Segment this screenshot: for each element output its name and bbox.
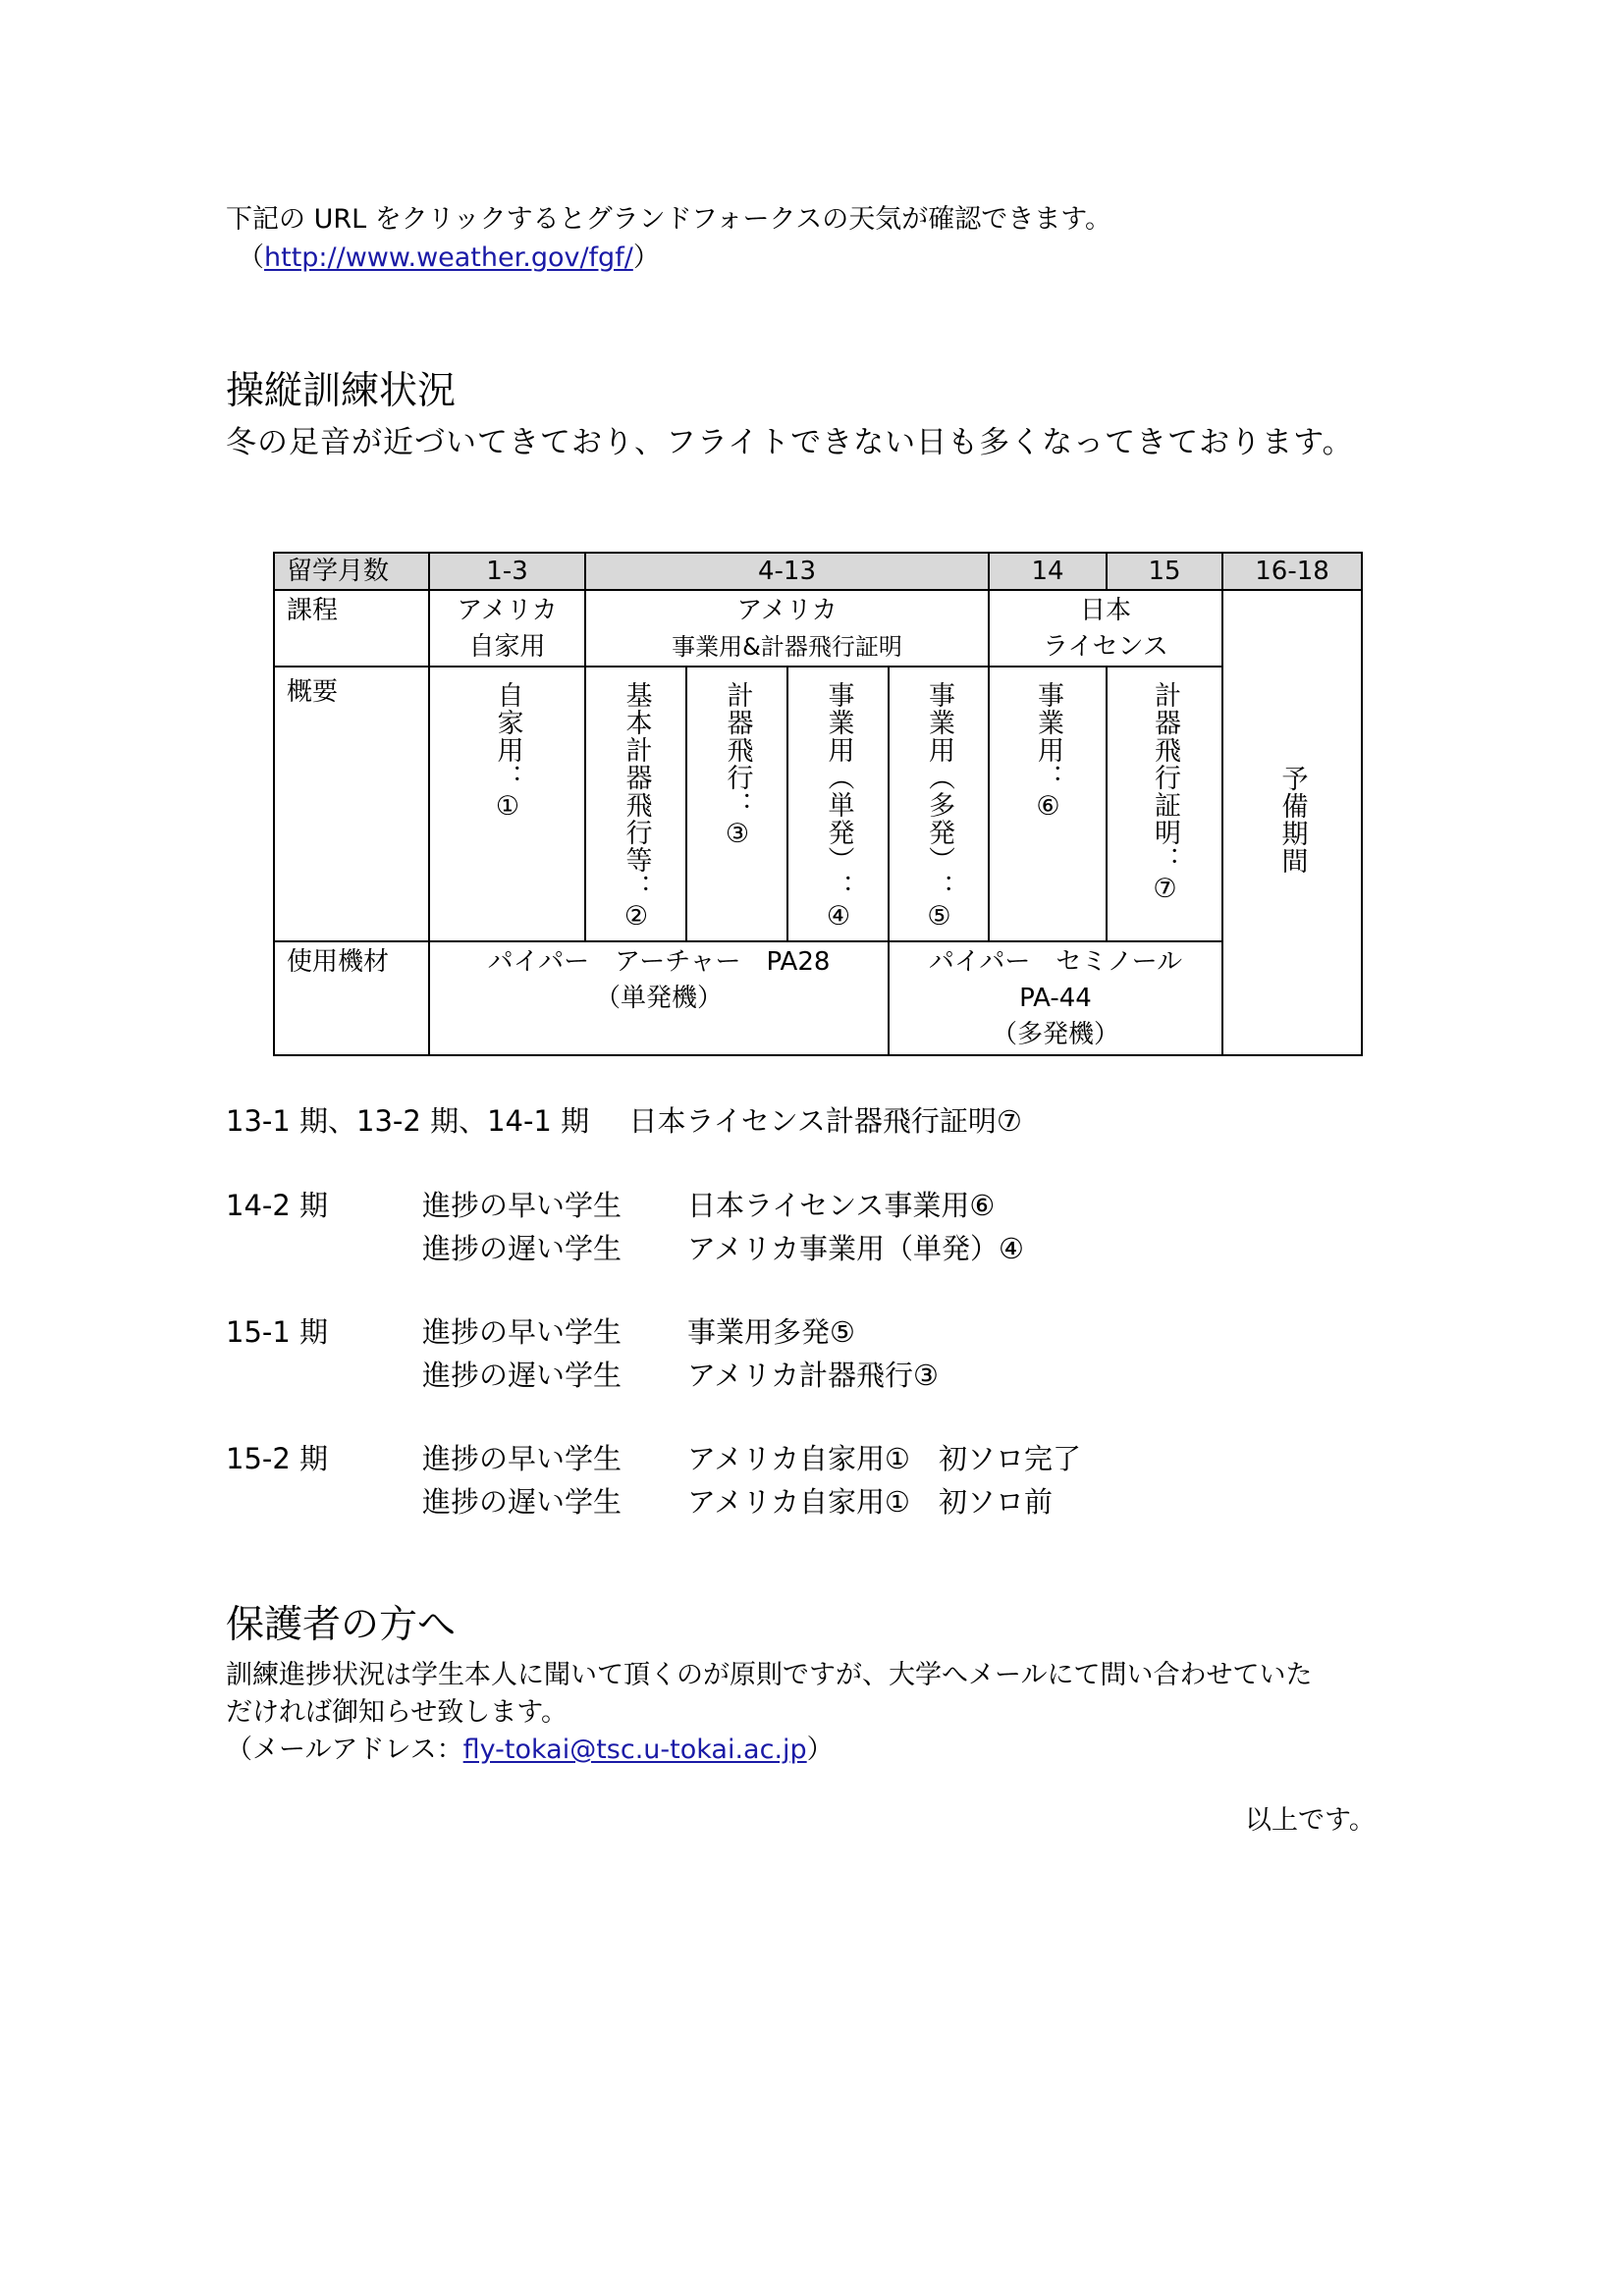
summary-label: 概要: [274, 667, 429, 941]
aircraft-multi-line3: （多発機）: [992, 1020, 1120, 1049]
course-label: 課程: [274, 590, 429, 667]
weather-link-line: [238, 240, 660, 277]
summary-item-3: 計器飛行：③: [722, 681, 753, 850]
schedule-pace: 進捗の遅い学生: [422, 1485, 623, 1519]
weather-link-open: （: [238, 242, 264, 273]
schedule-course: 事業用多発⑤: [687, 1315, 855, 1349]
course-row: [274, 590, 1362, 667]
schedule-row-1: [226, 1101, 1022, 1141]
course-us-commercial-line2: 事業用&計器飛行証明: [672, 633, 902, 661]
aircraft-single: [429, 941, 889, 1055]
header-months-16-18: 16-18: [1222, 553, 1362, 590]
guardians-heading: 保護者の方へ: [226, 1603, 457, 1647]
aircraft-row: [274, 941, 1362, 1055]
aircraft-multi: [889, 941, 1222, 1055]
schedule-course: 日本ライセンス計器飛行証明⑦: [628, 1104, 1022, 1138]
course-us-private: [429, 590, 585, 667]
schedule-course: アメリカ自家用① 初ソロ完了: [687, 1442, 1081, 1475]
summary-row: [274, 667, 1362, 941]
header-month-15: 15: [1107, 553, 1222, 590]
course-japan-license-line1: 日本: [1080, 596, 1132, 625]
summary-cell-3: [686, 667, 787, 941]
email-link[interactable]: fly-tokai@tsc.u-tokai.ac.jp: [462, 1735, 807, 1765]
course-us-private-line2: 自家用: [468, 632, 546, 662]
schedule-term-label: 14-2 期: [226, 1189, 329, 1222]
training-heading: 操縦訓練状況: [226, 369, 457, 413]
header-row: [274, 553, 1362, 590]
schedule-term: 13-1 期、13-2 期、14-1 期: [226, 1104, 590, 1138]
summary-cell-7: [1107, 667, 1222, 941]
summary-item-1: 自家用：①: [492, 681, 523, 823]
course-us-private-line1: アメリカ: [457, 596, 558, 625]
schedule-pace: 進捗の早い学生: [422, 1189, 623, 1222]
summary-item-6: 事業用：⑥: [1033, 681, 1064, 823]
header-months-1-3: 1-3: [429, 553, 585, 590]
schedule-pace: 進捗の早い学生: [422, 1315, 623, 1349]
summary-item-2: 基本計器飛行等：②: [621, 681, 652, 933]
aircraft-single-line2: （単発機）: [594, 984, 723, 1013]
schedule-pace: 進捗の早い学生: [422, 1442, 623, 1475]
schedule-course: 日本ライセンス事業用⑥: [687, 1189, 996, 1222]
aircraft-label: 使用機材: [274, 941, 429, 1055]
summary-item-4: 事業用（単発）：④: [823, 681, 854, 933]
summary-cell-5: [889, 667, 989, 941]
training-table: [273, 552, 1363, 1056]
training-lead: 冬の足音が近づいてきており、フライトできない日も多くなってきております。: [226, 425, 1354, 460]
guardians-line1: 訓練進捗状況は学生本人に聞いて頂くのが原則ですが、大学へメールにて問い合わせていた: [226, 1660, 1313, 1690]
schedule-course: アメリカ事業用（単発）④: [687, 1232, 1024, 1265]
header-month-14: 14: [989, 553, 1107, 590]
guardians-email-line: [226, 1732, 834, 1769]
guardians-line2: だければ御知らせ致します。: [226, 1697, 568, 1728]
course-us-commercial: [585, 590, 989, 667]
weather-link-close: ）: [632, 242, 660, 273]
reserve-period-cell: [1222, 590, 1362, 1055]
course-japan-license: [989, 590, 1222, 667]
aircraft-multi-line2: PA-44: [1019, 984, 1092, 1013]
schedule-pace: 進捗の遅い学生: [422, 1359, 623, 1392]
summary-cell-4: [787, 667, 889, 941]
schedule-term-label: 15-2 期: [226, 1442, 329, 1475]
weather-link[interactable]: http://www.weather.gov/fgf/: [264, 242, 633, 273]
summary-cell-1: [429, 667, 585, 941]
aircraft-single-line1: パイパー アーチャー PA28: [487, 947, 831, 977]
summary-cell-2: [585, 667, 686, 941]
summary-item-7: 計器飛行証明：⑦: [1150, 681, 1181, 905]
email-suffix: ）: [806, 1735, 834, 1765]
header-months-4-13: 4-13: [585, 553, 989, 590]
header-label: 留学月数: [274, 553, 429, 590]
closing-text: 以上です。: [1245, 1805, 1376, 1836]
schedule-pace: 進捗の遅い学生: [422, 1232, 623, 1265]
summary-cell-6: [989, 667, 1107, 941]
weather-text: 下記の URL をクリックするとグランドフォークスの天気が確認できます。: [226, 204, 1112, 235]
email-prefix: （メールアドレス：: [226, 1735, 463, 1765]
course-us-commercial-line1: アメリカ: [736, 596, 838, 625]
schedule-course: アメリカ自家用① 初ソロ前: [687, 1485, 1053, 1519]
aircraft-multi-line1: パイパー セミノール: [928, 947, 1183, 977]
summary-item-5: 事業用（多発）：⑤: [924, 681, 954, 933]
reserve-period: 予備期間: [1276, 764, 1308, 875]
course-japan-license-line2: ライセンス: [1043, 632, 1168, 662]
schedule-term-label: 15-1 期: [226, 1315, 329, 1349]
schedule-course: アメリカ計器飛行③: [687, 1359, 939, 1392]
